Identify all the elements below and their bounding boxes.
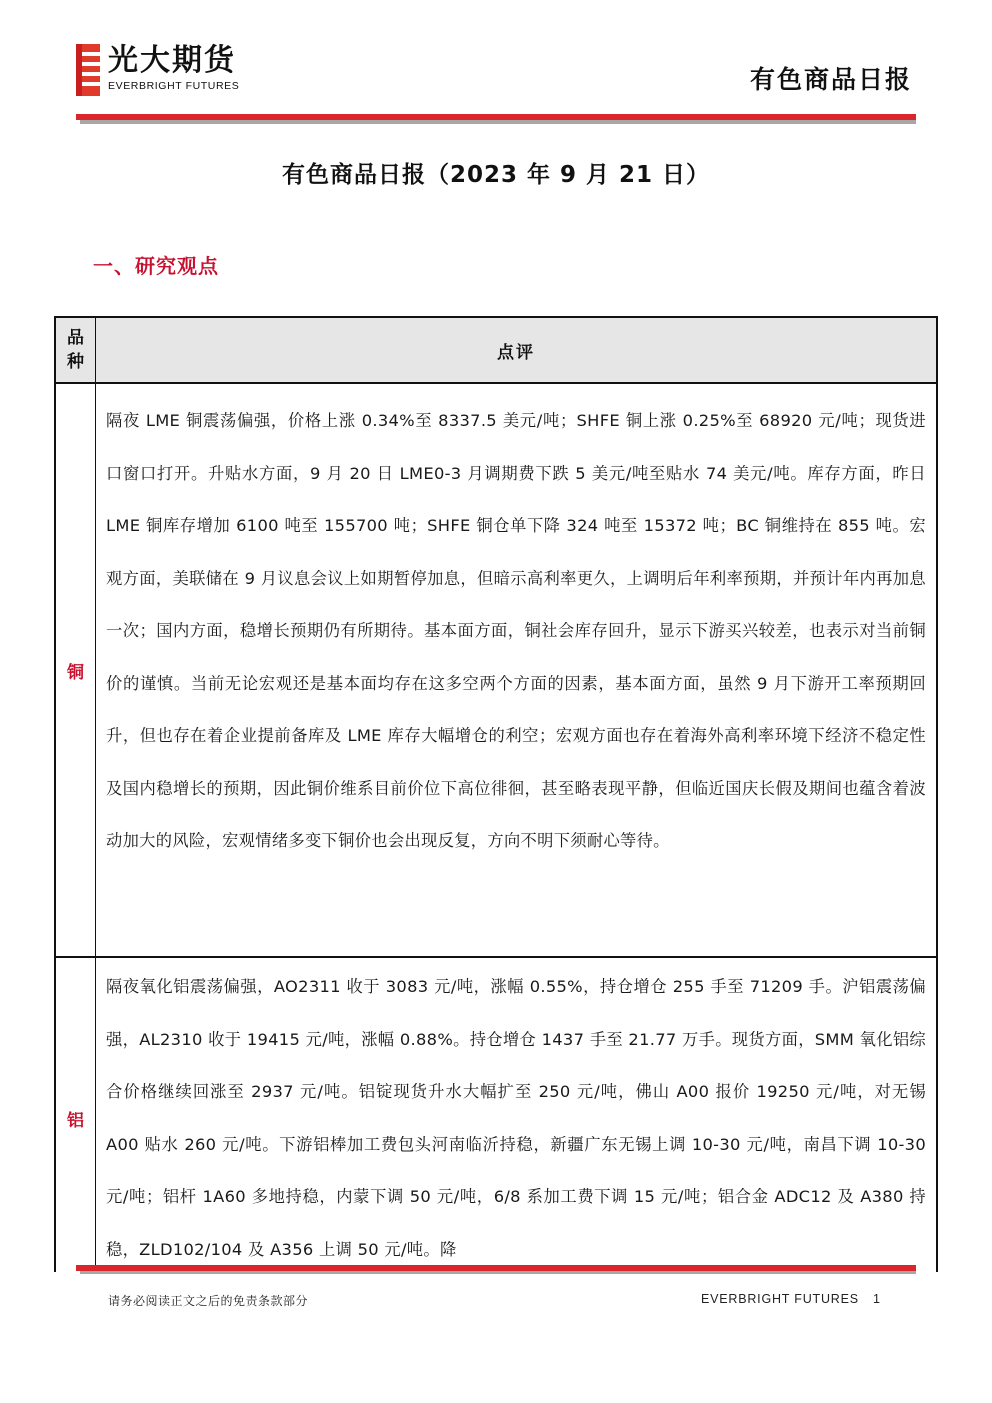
research-view-table — [54, 316, 938, 1272]
variety-cell — [56, 958, 96, 1272]
page-number: 1 — [873, 1292, 880, 1306]
header-variety-label: 品 种 — [67, 328, 84, 372]
table-header-row — [56, 318, 936, 384]
comment-text-aluminum: 隔夜氧化铝震荡偏强，AO2311 收于 3083 元/吨，涨幅 0.55%，持仓增仓 255 手至 71209 手。沪铝震荡偏强，AL2310 收于 19415 元/吨，涨幅 0.88%。持仓增仓 1437 手至 21.77 万手。现货方面，SMM 氧化铝综合价格继续回涨至 2937 元/吨。铝锭现货升水大幅扩至 250 元/吨，佛山 A00 报价 19250 元/吨，对无锡 A00 贴水 260 元/吨。下游铝棒加工费包头河南临沂持稳，新疆广东无锡上调 10-30 元/吨，南昌下调 10-30 元/吨；铝杆 1A60 多地持稳，内蒙下调 50 元/吨，6/8 系加工费下调 15 元/吨；铝合金 ADC12 及 A380 持稳，ZLD102/104 及 A356 上调 50 元/吨。降 — [106, 977, 926, 1259]
variety-label-copper: 铜 — [67, 662, 84, 683]
variety-cell — [56, 384, 96, 956]
footer-disclaimer: 请务必阅读正文之后的免责条款部分 — [108, 1294, 309, 1308]
footer-brand-text: EVERBRIGHT FUTURES — [700, 1292, 859, 1306]
variety-label-aluminum: 铝 — [67, 1110, 84, 1131]
footer-divider-grey — [80, 1271, 916, 1274]
table-row — [56, 384, 936, 958]
header-variety-cell — [56, 318, 96, 382]
logo-english-text: EVERBRIGHT FUTURES — [108, 80, 240, 92]
document-title: 有色商品日报（2023 年 9 月 21 日） — [281, 162, 711, 188]
logo-chinese-text: 光大期货 — [108, 43, 236, 78]
comment-cell — [96, 384, 936, 956]
header-comment-cell — [96, 318, 936, 382]
section-heading: 一、研究观点 — [93, 254, 219, 278]
header-divider-grey — [80, 120, 916, 124]
header-comment-label: 点评 — [497, 342, 535, 363]
comment-cell — [96, 958, 936, 1272]
comment-text-copper: 隔夜 LME 铜震荡偏强，价格上涨 0.34%至 8337.5 美元/吨；SHFE 铜上涨 0.25%至 68920 元/吨；现货进口窗口打开。升贴水方面，9 月 20 日 LME0-3 月调期费下跌 5 美元/吨至贴水 74 美元/吨。库存方面，昨日 LME 铜库存增加 6100 吨至 155700 吨；SHFE 铜仓单下降 324 吨至 15372 吨；BC 铜维持在 855 吨。宏观方面，美联储在 9 月议息会议上如期暂停加息，但暗示高利率更久，上调明后年利率预期，并预计年内再加息一次；国内方面，稳增长预期仍有所期待。基本面方面，铜社会库存回升，显示下游买兴较差，也表示对当前铜价的谨慎。当前无论宏观还是基本面均存在这多空两个方面的因素，基本面方面，虽然 9 月下游开工率预期回升，但也存在着企业提前备库及 LME 库存大幅增仓的利空；宏观方面也存在着海外高利率环境下经济不稳定性及国内稳增长的预期，因此铜价维系目前价位下高位徘徊，甚至略表现平静，但临近国庆长假及期间也蕴含着波动加大的风险，宏观情绪多变下铜价也会出现反复，方向不明下须耐心等待。 — [106, 411, 926, 850]
footer-brand — [701, 1292, 876, 1306]
table-row — [56, 958, 936, 1272]
everbright-logo-icon — [76, 44, 100, 96]
header-report-name: 有色商品日报 — [749, 65, 912, 94]
